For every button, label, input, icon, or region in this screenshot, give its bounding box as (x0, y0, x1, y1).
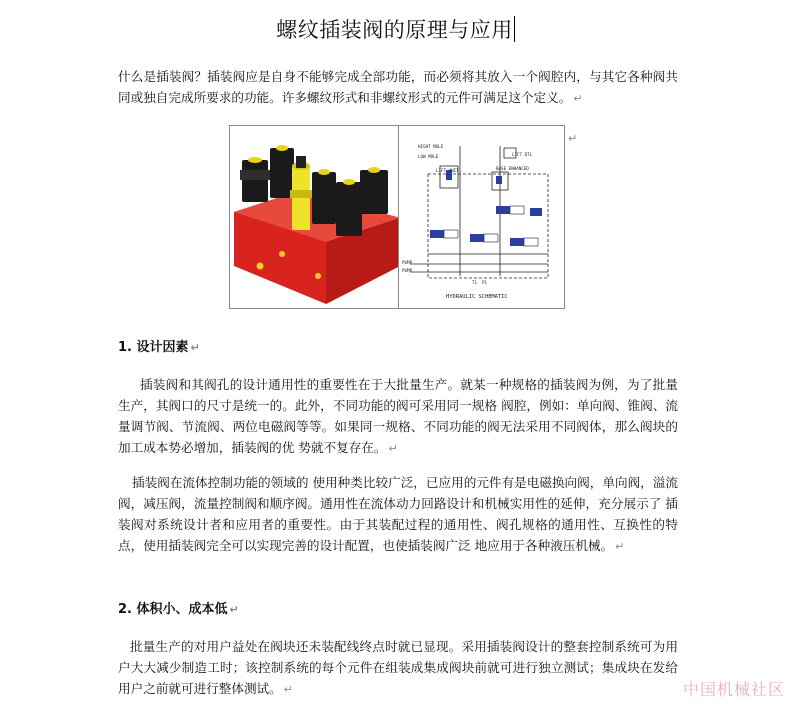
manifold-photo (230, 126, 399, 308)
section1-para1-text: 插装阀和其阀孔的设计通用性的重要性在于大批量生产。就某一种规格的插装阀为例，为了批量生产，其阀口的尺寸是统一的。此外，不同功能的阀可采用同一规格 阀腔，例如：单向阀、锥阀、流量调节阀、节流阀、两位电磁阀等等。如果同一规格、不同功能的阀无法采用不同阀体，那么阀块的加工成本势必增加，插装阀的优 势就不复存在。 (118, 377, 678, 455)
schematic-label: BASE ENHANCED (496, 166, 529, 171)
schematic-label: T1 (472, 280, 478, 285)
port-fitting (279, 251, 285, 257)
schematic-label: LOW MOLE (418, 154, 439, 159)
schematic-label: PUMP (402, 260, 413, 265)
section2-paragraph-1 (118, 636, 678, 700)
port-fitting (257, 263, 264, 270)
section1-heading-text: 1. 设计因素 (118, 340, 189, 355)
title-text: 螺纹插装阀的原理与应用 (276, 18, 513, 42)
schematic-label: LIFT UNIT (436, 168, 459, 173)
intro-paragraph (118, 66, 678, 109)
paragraph-mark: ↵ (388, 442, 398, 455)
section2-heading-text: 2. 体积小、成本低 (118, 602, 228, 617)
hydraulic-schematic (400, 126, 564, 308)
intro-text: 什么是插装阀？插装阀应是自身不能够完成全部功能，而必须将其放入一个阀腔内，与其它各种阀共同或独自完成所要求的功能。许多螺纹形式和非螺纹形式的元件可满足这个定义。 (118, 69, 678, 105)
paragraph-mark: ↵ (568, 132, 578, 145)
section1-heading (118, 336, 200, 355)
cartridge-valve (290, 156, 312, 230)
schematic-label: PUMP (402, 268, 413, 273)
section1-paragraph-1 (118, 374, 678, 459)
paragraph-mark: ↵ (615, 540, 625, 553)
valve-figure (229, 125, 565, 309)
schematic-label: HIGHT MOLE (418, 144, 444, 149)
section2-heading (118, 598, 239, 617)
watermark: 中国机械社区 (682, 680, 785, 699)
section1-paragraph-2 (118, 472, 678, 557)
paragraph-mark: ↵ (283, 683, 293, 696)
paragraph-mark: ↵ (190, 341, 200, 354)
section1-para2-text: 插装阀在流体控制功能的领域的 使用种类比较广泛，已应用的元件有是电磁换向阀，单向阀，溢流阀，减压阀，流量控制阀和顺序阀。通用性在流体动力回路设计和机械实用性的延伸，充分展示了 插装阀对系统设计者和应用者的重要性。由于其装配过程的通用性、阀孔规格的通用性、互换性的特点，使用插装阀完全可以实现完善的设计配置，也使插装阀广泛 地应用于各种液压机械。 (118, 475, 678, 553)
schematic-caption: HYDRAULIC SCHEMATIC (446, 294, 508, 300)
paragraph-mark: ↵ (229, 603, 239, 616)
schematic-label: P1 (482, 280, 488, 285)
document-title (0, 14, 791, 44)
text-cursor (514, 16, 515, 42)
port-fitting (315, 273, 321, 279)
section2-para1-text: 批量生产的对用户益处在阀块还未装配线终点时就已显现。采用插装阀设计的整套控制系统可为用户大大减少制造工时；该控制系统的每个元件在组装成集成阀块前就可进行独立测试；集成块在发给用户之前就可进行整体测试。 (118, 639, 678, 696)
schematic-label: LIFT DTL (512, 152, 533, 157)
schematic-valves (430, 170, 542, 246)
paragraph-mark: ↵ (573, 92, 583, 105)
schematic-drawing (400, 126, 564, 308)
manifold-illustration (230, 126, 398, 308)
